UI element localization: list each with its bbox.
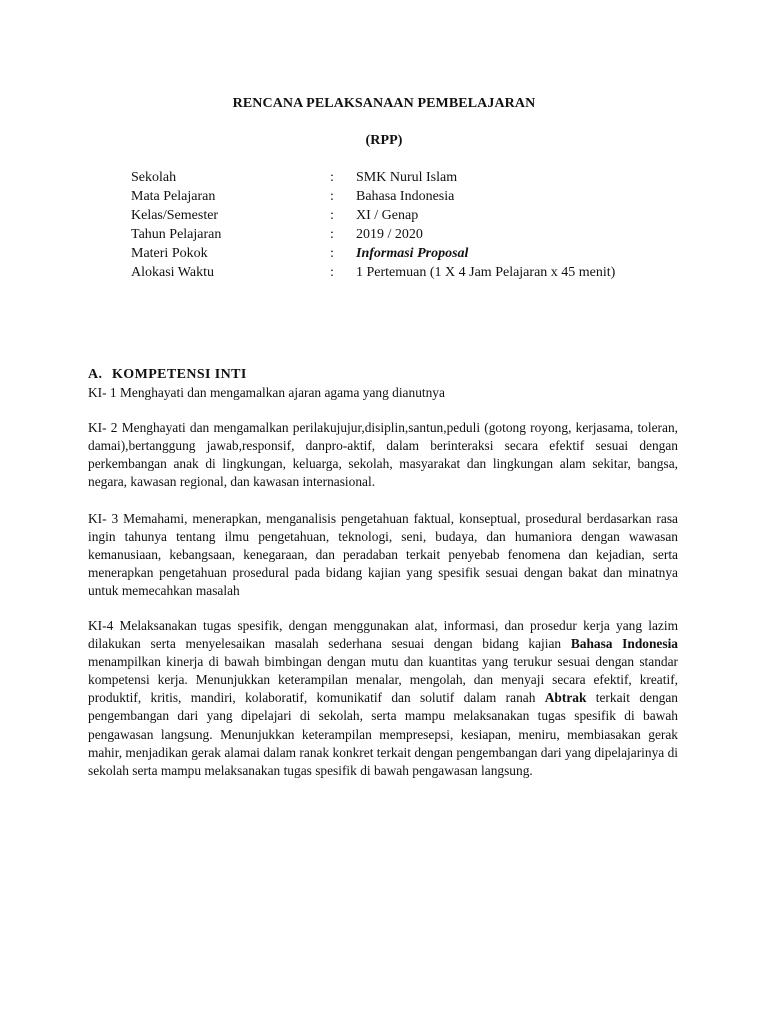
identity-value: 2019 / 2020 xyxy=(356,227,423,242)
identity-row-materi-pokok xyxy=(131,244,615,263)
identity-value: XI / Genap xyxy=(356,208,419,223)
ki-4-text: menampilkan kinerja di bawah bimbingan dengan mutu dan kuantitas yang terukur sesuai dengan standar kompetensi kerja. Menunjukkan keterampilan menalar, mengolah, dan menyaji secara efektif, kreatif, produktif, kritis, mandiri, kolaboratif, komunikatif dan solutif dalam ranah xyxy=(88,654,678,706)
identity-value: Bahasa Indonesia xyxy=(356,189,455,204)
identity-value: 1 Pertemuan (1 X 4 Jam Pelajaran x 45 menit) xyxy=(356,265,616,280)
ki-4-bold-abstract: Abtrak xyxy=(544,690,587,706)
identity-label: Tahun Pelajaran xyxy=(131,227,222,242)
ki-4-bold-subject: Bahasa Indonesia xyxy=(570,636,678,652)
identity-colon: : xyxy=(330,227,334,242)
identity-value: Informasi Proposal xyxy=(356,246,469,261)
identity-label: Materi Pokok xyxy=(131,246,208,261)
identity-value: SMK Nurul Islam xyxy=(356,170,458,185)
ki-4-text: KI-4 Melaksanakan tugas spesifik, dengan menggunakan alat, informasi, dan prosedur kerja yang lazim dilakukan serta menyelesaikan masalah sederhana sesuai dengan bidang kajian xyxy=(88,618,678,652)
identity-colon: : xyxy=(330,170,334,185)
identity-colon: : xyxy=(330,246,334,261)
section-heading-kompetensi-inti xyxy=(88,367,247,383)
identity-table xyxy=(131,168,615,282)
identity-row-kelas-semester xyxy=(131,206,615,225)
section-title: KOMPETENSI INTI xyxy=(112,367,247,382)
identity-colon: : xyxy=(330,208,334,223)
ki-4-text: terkait dengan pengembangan dari yang dipelajari di sekolah, serta mampu melaksanakan tugas spesifik di bawah pengawasan langsung. Menunjukkan keterampilan mempresepsi, kesiapan, meniru, membiasakan gerak mahir, menjadikan gerak alamai dalam ranak konkret terkait dengan pengembangan dari yang dipelajarinya di sekolah serta mampu melaksanakan tugas spesifik di bawah pengawasan langsung. xyxy=(88,690,678,778)
identity-label: Mata Pelajaran xyxy=(131,189,216,204)
document-subtitle: (RPP) xyxy=(365,133,403,148)
ki-3-paragraph: KI- 3 Memahami, menerapkan, menganalisis pengetahuan faktual, konseptual, prosedural berdasarkan rasa ingin tahunya tentang ilmu pengetahuan, teknologi, seni, budaya, dan humaniora dengan wawasan kemanusiaan, kebangsaan, kenegaraan, dan peradaban terkait penyebab fenomena dan kejadian, serta menerapkan pengetahuan prosedural pada bidang kajian yang spesifik sesuai dengan bakat dan minatnya untuk memecahkan masalah xyxy=(88,511,678,599)
identity-label: Kelas/Semester xyxy=(131,208,219,223)
identity-label: Sekolah xyxy=(131,170,177,185)
identity-colon: : xyxy=(330,265,334,280)
identity-row-tahun-pelajaran xyxy=(131,225,615,244)
section-number: A. xyxy=(88,367,103,382)
ki-2-paragraph: KI- 2 Menghayati dan mengamalkan perilakujujur,disiplin,santun,peduli (gotong royong, kerjasama, toleran, damai),bertanggung jawab,responsif, danpro-aktif, dalam berinteraksi secara efektif sesuai dengan perkembangan anak di lingkungan, keluarga, sekolah, masyarakat dan lingkungan alam sekitar, bangsa, negara, kawasan regional, dan kawasan internasional. xyxy=(88,420,678,490)
ki-4-paragraph xyxy=(88,617,678,780)
document-title: RENCANA PELAKSANAAN PEMBELAJARAN xyxy=(232,96,536,111)
identity-colon: : xyxy=(330,189,334,204)
identity-row-alokasi-waktu xyxy=(131,263,615,282)
ki-1-paragraph: KI- 1 Menghayati dan mengamalkan ajaran agama yang dianutnya xyxy=(88,385,445,400)
identity-row-sekolah xyxy=(131,168,615,187)
identity-label: Alokasi Waktu xyxy=(131,265,214,280)
identity-row-mata-pelajaran xyxy=(131,187,615,206)
